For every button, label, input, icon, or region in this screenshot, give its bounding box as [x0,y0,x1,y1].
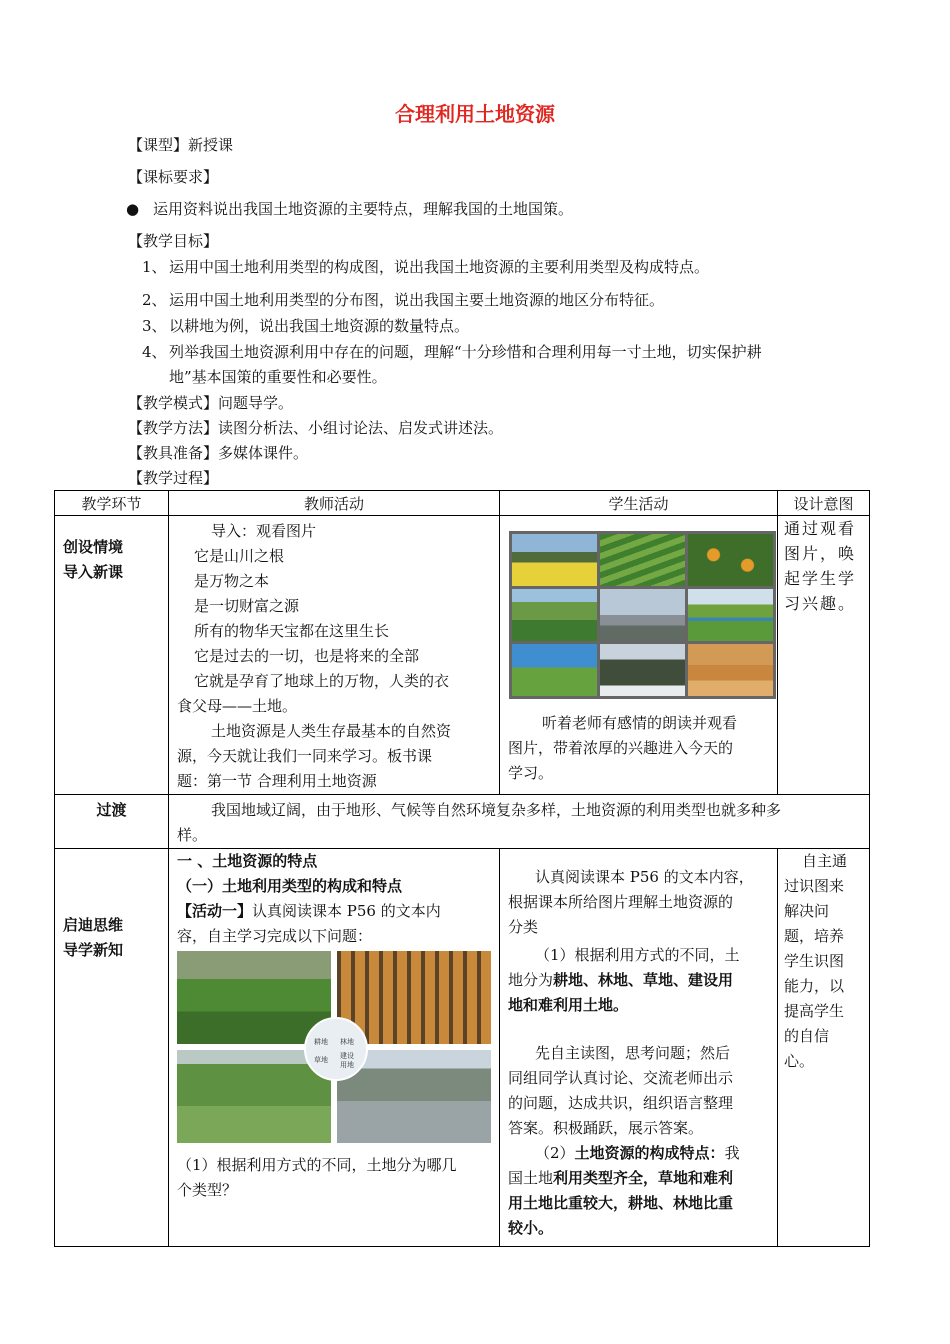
objectives-heading: 【教学目标】 [128,232,219,250]
snow-forest-image [600,644,685,696]
teacher-activity-intro: 导入：观看图片 它是山川之根 是万物之本 是一切财富之源 所有的物华天宝都在这里生长 它是过去的一切，也是将来的全部 它就是孕育了地球上的万物，人类的衣 食父母——土地。 土地资源是人类生存最基本的自然资 源，今天就让我们一同来学习。板书课 题：第一节 合理利用土地资源 [177,522,452,790]
land-type-circle: 耕地 林地 草地 建设 用地 [304,1017,368,1081]
table-row-new-knowledge [55,849,870,1247]
teaching-method: 【教学方法】读图分析法、小组讨论法、启发式讲述法。 [128,419,504,437]
stage-intro: 创设情境 导入新课 [63,538,124,581]
objective-4: 4、 列举我国土地资源利用中存在的问题，理解“十分珍惜和合理利用每一寸土地，切实保护耕 [142,343,762,361]
header-teacher: 教师活动 [169,491,500,516]
land-photo-collage [509,531,776,699]
orange-orchard-image [688,534,773,586]
student-activity-intro: 听着老师有感情的朗读并观看 图片，带着浓厚的兴趣进入今天的 学习。 [508,714,738,782]
curriculum-item: 运用资料说出我国土地资源的主要特点，理解我国的土地国策。 [153,200,574,218]
table-header-row [55,491,870,516]
document-title: 合理利用土地资源 [395,102,555,126]
objective-1: 1、 运用中国土地利用类型的构成图，说出我国土地资源的主要利用类型及构成特点。 [142,258,710,276]
header-stage: 教学环节 [55,491,169,516]
header-intent: 设计意图 [778,491,870,516]
process-heading: 【教学过程】 [128,469,219,487]
design-intent-intro: 通过观看 图片，唤 起学生学 习兴趣。 [784,519,857,613]
teaching-process-table [54,490,870,1247]
objective-4-continued: 地”基本国策的重要性和必要性。 [169,368,387,386]
transition-text: 我国地域辽阔，由于地形、气候等自然环境复杂多样，土地资源的利用类型也就多种多 样。 [177,801,782,844]
question-1: （1）根据利用方式的不同，土地分为哪几 个类型？ [177,1156,457,1199]
design-intent-new: 自主通 过识图来 解决问 题，培养 学生识图 能力，以 提高学生 的自信 心。 [784,852,848,1070]
objective-2: 2、 运用中国土地利用类型的分布图，说出我国主要土地资源的地区分布特征。 [142,291,665,309]
tea-terrace-image [600,534,685,586]
city-buildings-image [600,589,685,641]
table-row-intro [55,516,870,795]
bullet-icon: ● [126,200,140,218]
grassland-image [512,644,597,696]
farmland-village-image [177,951,331,1044]
teaching-mode: 【教学模式】问题导学。 [128,394,294,412]
stage-new-knowledge: 启迪思维 导学新知 [63,916,124,959]
stage-transition: 过渡 [96,801,127,819]
header-student: 学生活动 [500,491,778,516]
land-type-mosaic [177,951,491,1143]
table-row-transition [55,795,870,849]
desert-image [688,644,773,696]
river-wetland-image [688,589,773,641]
teaching-tools: 【教具准备】多媒体课件。 [128,444,309,462]
objective-3: 3、 以耕地为例，说出我国土地资源的数量特点。 [142,317,470,335]
teacher-activity-new: 一 、土地资源的特点 （一）土地利用类型的构成和特点 【活动一】认真阅读课本 P56 的文本内 容，自主学习完成以下问题： [177,852,441,945]
lesson-type: 【课型】新授课 [128,136,234,154]
farmland-aerial-image [512,589,597,641]
rapeseed-field-image [512,534,597,586]
curriculum-heading: 【课标要求】 [128,168,219,186]
student-activity-new: 认真阅读课本 P56 的文本内容， 根据课本所给图片理解土地资源的 分类 （1）根据利用方式的不同，土 地分为耕地、林地、草地、建设用 地和难利用土地。 先自主读图，思考问题；然后 同组同学认真讨论、交流老师出示 的问题，达成共识，组织语言整理 答案。积极踊跃，展示答案。 （2）土地资源的构成特点：我 国土地利用类型齐全，草地和难利 用土地比重较大，耕地、林地比重 较小。 [508,868,754,1237]
